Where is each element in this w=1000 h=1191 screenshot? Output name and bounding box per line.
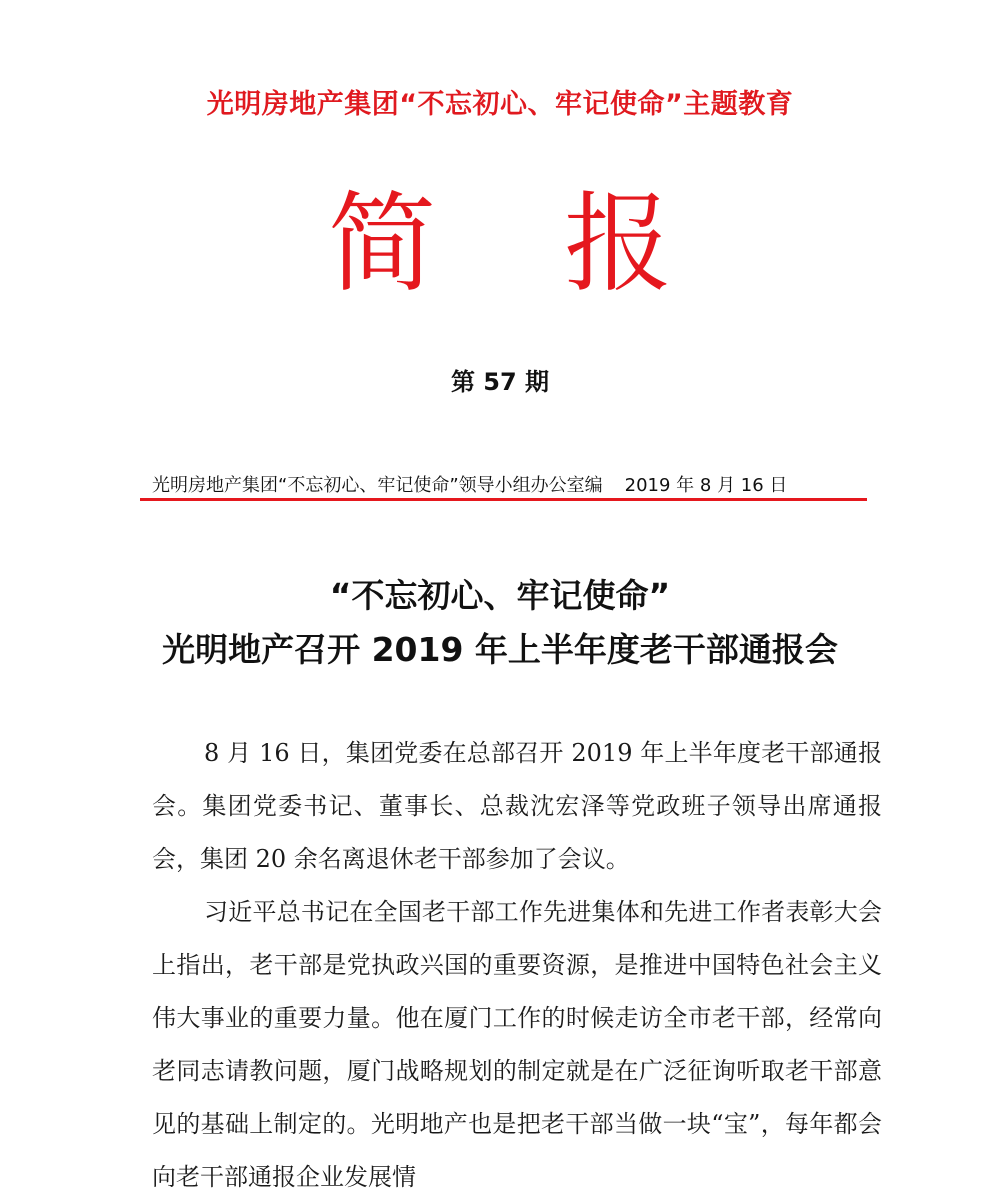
bulletin-series-title: 光明房地产集团“不忘初心、牢记使命”主题教育 bbox=[206, 89, 794, 120]
article-paragraph: 习近平总书记在全国老干部工作先进集体和先进工作者表彰大会上指出，老干部是党执政兴国的重要资源，是推进中国特色社会主义伟大事业的重要力量。他在厦门工作的时候走访全市老干部，经常向老同志请教问题，厦门战略规划的制定就是在广泛征询听取老干部意见的基础上制定的。光明地产也是把老干部当做一块“宝”，每年都会向老干部通报企业发展情 bbox=[152, 898, 882, 1191]
issue-date: 2019 年 8 月 16 日 bbox=[624, 475, 788, 496]
article-body bbox=[152, 727, 882, 1191]
bulletin-masthead bbox=[0, 180, 1000, 310]
issue-number: 第 57 期 bbox=[450, 368, 550, 396]
article-paragraph: 8 月 16 日，集团党委在总部召开 2019 年上半年度老干部通报会。集团党委书记、董事长、总裁沈宏泽等党政班子领导出席通报会，集团 20 余名离退休老干部参加了会议。 bbox=[152, 739, 882, 873]
article-title-line-2: 光明地产召开 2019 年上半年度老干部通报会 bbox=[162, 630, 838, 669]
red-divider-line bbox=[140, 498, 867, 501]
editor-office: 光明房地产集团“不忘初心、牢记使命”领导小组办公室编 bbox=[152, 475, 603, 496]
article-title-line-1: “不忘初心、牢记使命” bbox=[329, 576, 671, 615]
masthead-char-jian: 简 bbox=[327, 182, 436, 307]
editor-line bbox=[152, 471, 872, 497]
masthead-char-bao: 报 bbox=[564, 182, 673, 307]
